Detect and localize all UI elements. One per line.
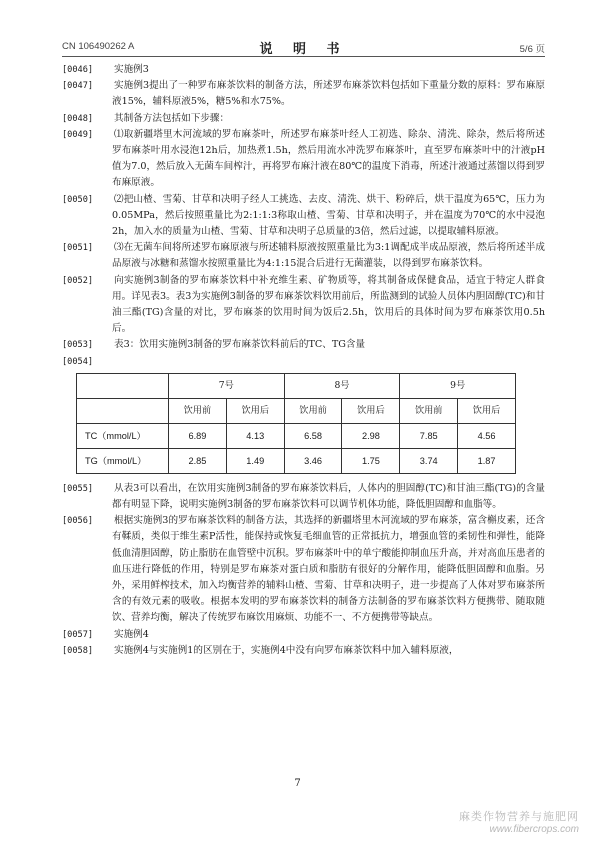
page-header — [62, 38, 545, 57]
subheader-cell: 饮用后 — [226, 398, 284, 423]
header-rule — [62, 56, 545, 57]
paragraph-tag: [0046] — [62, 65, 94, 75]
paragraph-0051 — [62, 240, 545, 272]
page-indicator: 5/6 页 — [519, 44, 545, 55]
paragraph-0055 — [62, 481, 545, 513]
paragraph-text: 实施例4与实施例1的区别在于，实施例4中没有向罗布麻茶饮料中加入辅料原液， — [114, 644, 459, 656]
subheader-cell: 饮用后 — [342, 398, 400, 423]
table-caption: 表3：饮用实施例3制备的罗布麻茶饮料前后的TC、TG含量 — [114, 339, 366, 351]
paragraph-text: 实施例3提出了一种罗布麻茶饮料的制备方法，所述罗布麻茶饮料包括如下重量分数的原料：罗布麻原液15%，辅料原液5%，糖5%和水75%。 — [112, 80, 545, 108]
paragraph-text: ⑶在无菌车间将所述罗布麻原液与所述辅料原液按照重量比为3:1调配成半成品原液，然后将所述半成品原液与冰糖和蒸馏水按照重量比为4:1:15混合后进行无菌灌装，以得到罗布麻茶饮料。 — [112, 242, 545, 270]
paragraph-tag: [0058] — [62, 645, 94, 656]
table-cell: 1.75 — [342, 448, 400, 473]
table-subheader-row — [77, 398, 516, 423]
paragraph-text: 向实施例3制备的罗布麻茶饮料中补充维生素、矿物质等，将其制备成保健食品，适宜于特定人群食用。详见表3。表3为实施例3制备的罗布麻茶饮料饮用前后，所监测到的试验人员体内胆固醇(TC)和甘油三酯(TG)含量的对比，罗布麻茶的饮用时间为饭后2.5h，饮用后的具体时间为罗布麻茶饮用0.5h后。 — [112, 274, 545, 335]
paragraph-text: 实施例3 — [114, 64, 149, 75]
document-body — [62, 62, 545, 659]
group-header: 9号 — [400, 373, 516, 398]
paragraph-tag: [0052] — [62, 275, 94, 286]
table-cell: 2.85 — [169, 448, 227, 473]
row-label: TG（mmol/L） — [77, 448, 169, 473]
paragraph-tag: [0048] — [62, 113, 94, 124]
group-header: 7号 — [169, 373, 285, 398]
page-number: 7 — [294, 778, 301, 789]
paragraph-tag: [0055] — [62, 483, 94, 494]
paragraph-0057 — [62, 627, 545, 643]
paragraph-0046 — [62, 62, 545, 78]
table-cell: 3.46 — [284, 448, 342, 473]
paragraph-tag: [0050] — [62, 194, 94, 205]
subheader-cell: 饮用后 — [458, 398, 516, 423]
paragraph-0050 — [62, 192, 545, 241]
paragraph-0058 — [62, 643, 545, 659]
table-corner-cell — [77, 373, 169, 398]
paragraph-tag: [0054] — [62, 356, 94, 367]
paragraph-text: ⑵把山楂、雪菊、甘草和决明子经人工挑选、去皮、清洗、烘干、粉碎后，烘干温度为65℃，压力为0.05MPa，然后按照重量比为2:1:1:3称取山楂、雪菊、甘草和决明子，并在温度为70℃的水中浸泡2h，加入水的质量为山楂、雪菊、甘草和决明子总质量的3倍，然后过滤，以提取辅料原液。 — [112, 193, 545, 238]
subheader-cell: 饮用前 — [284, 398, 342, 423]
table-cell: 1.49 — [226, 448, 284, 473]
document-title: 说 明 书 — [259, 42, 348, 57]
paragraph-tag: [0049] — [62, 129, 94, 140]
paragraph-text: 根据实施例3的罗布麻茶饮料的制备方法，其选择的新疆塔里木河流域的罗布麻茶，富含槲皮素，还含有鞣质，类似于维生素P活性，能保持或恢复毛细血管的正常抵抗力，增强血管的柔韧性和弹性，能降低血清胆固醇，防止脂肪在血管壁中沉积。罗布麻茶叶中的单宁酸能抑制血压升高，并对高血压患者的血压进行降低的作用，特别是罗布麻茶对蛋白质和脂肪有很好的分解作用，能降低胆固醇和血脂。另外，采用鲜榨技术，加入均衡营养的辅料山楂、雪菊、甘草和决明子，进一步提高了人体对罗布麻茶所含的有效元素的吸收。根据本发明的罗布麻茶饮料的制备方法制备的罗布麻茶饮料方便携带、随取随饮、营养均衡，解决了传统罗布麻饮用麻烦、功能不一、不方便携带等缺点。 — [112, 515, 545, 624]
data-table-wrap — [76, 373, 516, 474]
table-cell: 3.74 — [400, 448, 458, 473]
row-label: TC（mmol/L） — [77, 423, 169, 448]
paragraph-0047 — [62, 78, 545, 110]
table-cell: 6.58 — [284, 423, 342, 448]
table-group-row — [77, 373, 516, 398]
table-cell: 1.87 — [458, 448, 516, 473]
table-cell: 4.13 — [226, 423, 284, 448]
paragraph-text: 实施例4 — [114, 628, 149, 640]
table-cell: 2.98 — [342, 423, 400, 448]
paragraph-tag: [0047] — [62, 81, 94, 92]
subheader-cell: 饮用前 — [169, 398, 227, 423]
watermark — [459, 808, 579, 835]
table-row — [77, 448, 516, 473]
table-cell: 4.56 — [458, 423, 516, 448]
watermark-text: 麻类作物营养与施肥网 — [459, 811, 579, 823]
paragraphs-before-table — [62, 62, 545, 370]
paragraph-0048 — [62, 111, 545, 127]
paragraph-0054 — [62, 354, 545, 370]
paragraph-tag: [0056] — [62, 516, 94, 527]
table-corner-cell — [77, 398, 169, 423]
table-cell: 6.89 — [169, 423, 227, 448]
paragraph-tag: [0053] — [62, 340, 94, 351]
paragraph-0052 — [62, 273, 545, 338]
paragraph-0049 — [62, 127, 545, 192]
patent-number: CN 106490262 A — [62, 41, 135, 52]
subheader-cell: 饮用前 — [400, 398, 458, 423]
paragraph-tag: [0057] — [62, 629, 94, 640]
paragraph-text: ⑴取新疆塔里木河流域的罗布麻茶叶，所述罗布麻茶叶经人工初选、除杂、清洗、除杂，然后将所述罗布麻茶叶用水浸泡12h后，加热煮1.5h，然后用流水冲洗罗布麻茶叶，直至罗布麻茶叶中的汁液pH值为7.0，然后放入无菌车间榨汁，再将罗布麻汁液在80℃的温度下消毒，所述汁液通过蒸馏以得到罗布麻原液。 — [112, 128, 545, 189]
paragraphs-after-table — [62, 481, 545, 659]
paragraph-text: 其制备方法包括如下步骤： — [114, 112, 230, 124]
watermark-url: www.fibercrops.com — [489, 824, 579, 835]
paragraph-tag: [0051] — [62, 243, 94, 254]
paragraph-text: 从表3可以看出，在饮用实施例3制备的罗布麻茶饮料后，人体内的胆固醇(TC)和甘油三酯(TG)的含量都有明显下降，说明实施例3制备的罗布麻茶饮料可以调节机体功能，降低胆固醇和血脂等。 — [112, 482, 545, 511]
paragraph-text — [112, 354, 545, 370]
tc-tg-table — [76, 373, 516, 474]
table-cell: 7.85 — [400, 423, 458, 448]
paragraph-0053 — [62, 337, 545, 353]
paragraph-0056 — [62, 513, 545, 626]
table-row — [77, 423, 516, 448]
group-header: 8号 — [284, 373, 400, 398]
